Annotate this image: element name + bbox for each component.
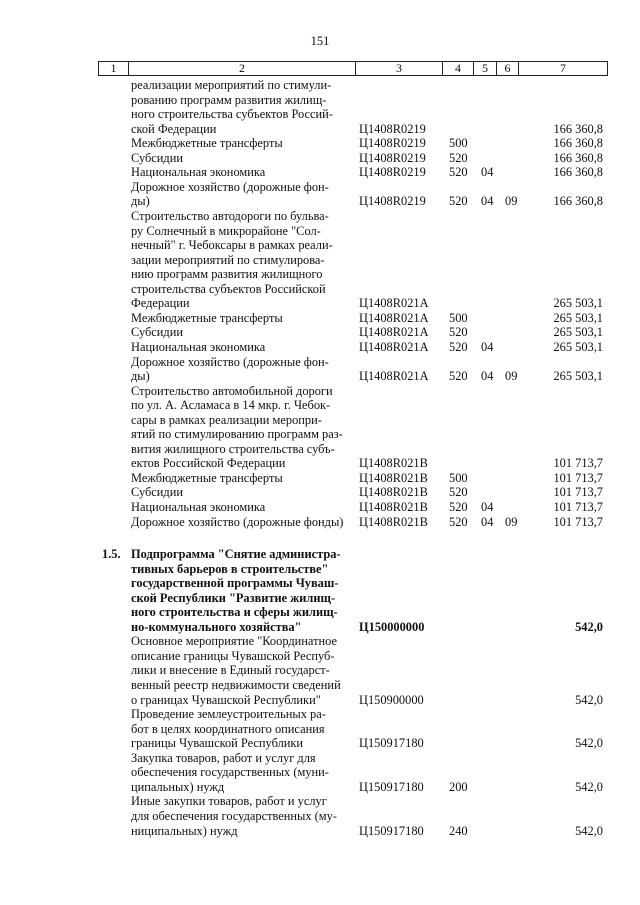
row-name: сары в рамках реализации меропри- xyxy=(131,412,322,427)
subsection-code: 09 xyxy=(505,369,518,383)
row-name: Межбюджетные трансферты xyxy=(131,136,283,151)
row-name: лики и внесение в Единый государст- xyxy=(131,663,330,678)
amount: 166 360,8 xyxy=(553,194,603,209)
section-code: 04 xyxy=(481,514,494,529)
row-name: для обеспечения государственных (му- xyxy=(131,808,337,823)
target-code: Ц1408R0219 xyxy=(359,194,426,209)
row-name: ской Республики "Развитие жилищ- xyxy=(131,590,336,605)
row-name: Основное мероприятие "Координатное xyxy=(131,634,337,649)
row-name: ды) xyxy=(131,369,150,383)
row-name: нечный" г. Чебоксары в рамках реали- xyxy=(131,238,333,253)
target-code: Ц1408R021A xyxy=(359,325,429,340)
section-code: 04 xyxy=(481,194,494,209)
target-code: Ц1408R0219 xyxy=(359,165,426,180)
expense-type-code: 500 xyxy=(449,136,468,151)
amount: 265 503,1 xyxy=(553,369,603,383)
expense-type-code: 240 xyxy=(449,823,468,838)
subsection-code: 09 xyxy=(505,514,518,529)
expense-type-code: 520 xyxy=(449,325,468,340)
row-name: Дорожное хозяйство (дорожные фонды) xyxy=(131,514,344,529)
row-name: ской Федерации xyxy=(131,121,217,136)
header-col-5: 5 xyxy=(474,62,497,75)
amount: 542,0 xyxy=(575,619,603,634)
expense-type-code: 500 xyxy=(449,310,468,325)
section-code: 04 xyxy=(481,339,494,354)
row-name: Национальная экономика xyxy=(131,500,266,514)
row-name: Закупка товаров, работ и услуг для xyxy=(131,750,316,765)
section-code: 04 xyxy=(481,500,494,514)
target-code: Ц1408R0219 xyxy=(359,121,426,136)
target-code: Ц1408R021B xyxy=(359,485,428,500)
amount: 265 503,1 xyxy=(553,310,603,325)
target-code: Ц1408R021B xyxy=(359,500,428,514)
row-name: Федерации xyxy=(131,296,190,311)
target-code: Ц1408R021A xyxy=(359,310,429,325)
section-code: 04 xyxy=(481,165,494,180)
expense-type-code: 520 xyxy=(449,150,468,165)
row-name: границы Чувашской Республики xyxy=(131,736,304,751)
amount: 265 503,1 xyxy=(553,339,603,354)
amount: 101 713,7 xyxy=(553,514,603,529)
expense-type-code: 520 xyxy=(449,194,468,209)
row-name: описание границы Чувашской Респуб- xyxy=(131,648,335,663)
row-name: венный реестр недвижимости сведений xyxy=(131,678,341,692)
expense-type-code: 520 xyxy=(449,339,468,354)
expense-type-code: 520 xyxy=(449,165,468,180)
row-name: рованию программ развития жилищ- xyxy=(131,92,327,107)
column-header-row xyxy=(98,61,608,76)
expense-type-code: 200 xyxy=(449,779,468,794)
row-name: по ул. А. Асламаса в 14 мкр. г. Чебок- xyxy=(131,398,331,413)
header-col-1: 1 xyxy=(99,62,129,75)
row-name: ного строительства и сферы жилищ- xyxy=(131,605,338,620)
target-code: Ц150000000 xyxy=(359,619,425,634)
row-name: реализации мероприятий по стимули- xyxy=(131,78,332,92)
row-name: Подпрограмма "Снятие администра- xyxy=(131,547,341,562)
row-name: нию программ развития жилищного xyxy=(131,267,323,282)
row-name: ниципальных) нужд xyxy=(131,823,238,838)
amount: 542,0 xyxy=(575,692,603,707)
row-name: ектов Российской Федерации xyxy=(131,456,286,471)
row-number: 1.5. xyxy=(102,547,121,562)
header-col-6: 6 xyxy=(497,62,519,75)
target-code: Ц150900000 xyxy=(359,692,424,707)
expense-type-code: 520 xyxy=(449,514,468,529)
target-code: Ц150917180 xyxy=(359,779,424,794)
amount: 101 713,7 xyxy=(553,485,603,500)
target-code: Ц150917180 xyxy=(359,736,424,751)
target-code: Ц150917180 xyxy=(359,823,424,838)
amount: 542,0 xyxy=(575,779,603,794)
target-code: Ц1408R021B xyxy=(359,456,428,471)
amount: 542,0 xyxy=(575,736,603,751)
header-col-4: 4 xyxy=(443,62,474,75)
amount: 166 360,8 xyxy=(553,121,603,136)
row-name: Строительство автомобильной дороги xyxy=(131,383,333,398)
row-name: строительства субъектов Российской xyxy=(131,281,326,296)
subsection-code: 09 xyxy=(505,194,518,209)
amount: 101 713,7 xyxy=(553,470,603,485)
row-name: Национальная экономика xyxy=(131,339,266,354)
row-name: Строительство автодороги по бульва- xyxy=(131,209,329,223)
target-code: Ц1408R021A xyxy=(359,339,429,354)
expense-type-code: 500 xyxy=(449,470,468,485)
amount: 542,0 xyxy=(575,823,603,838)
row-name: Субсидии xyxy=(131,325,183,340)
row-name: Дорожное хозяйство (дорожные фон- xyxy=(131,179,329,194)
amount: 166 360,8 xyxy=(553,165,603,180)
row-name: о границах Чувашской Республики" xyxy=(131,692,321,707)
row-name: Дорожное хозяйство (дорожные фон- xyxy=(131,354,329,369)
row-name: обеспечения государственных (муни- xyxy=(131,765,329,780)
amount: 166 360,8 xyxy=(553,136,603,151)
section-code: 04 xyxy=(481,369,494,383)
row-name: Межбюджетные трансферты xyxy=(131,470,283,485)
amount: 101 713,7 xyxy=(553,500,603,514)
expense-type-code: 520 xyxy=(449,485,468,500)
row-name: ды) xyxy=(131,194,150,209)
row-name: ру Солнечный в микрорайоне "Сол- xyxy=(131,223,321,238)
target-code: Ц1408R021A xyxy=(359,369,429,383)
amount: 265 503,1 xyxy=(553,325,603,340)
row-name: но-коммунального хозяйства" xyxy=(131,619,302,634)
target-code: Ц1408R021A xyxy=(359,296,429,311)
row-name: ятий по стимулированию программ раз- xyxy=(131,427,343,442)
target-code: Ц1408R0219 xyxy=(359,136,426,151)
header-col-2: 2 xyxy=(129,62,356,75)
page-number: 151 xyxy=(310,34,330,48)
row-name: государственной программы Чуваш- xyxy=(131,576,339,591)
target-code: Ц1408R0219 xyxy=(359,150,426,165)
row-name: ципальных) нужд xyxy=(131,779,225,794)
expense-type-code: 520 xyxy=(449,500,468,514)
amount: 101 713,7 xyxy=(553,456,603,471)
row-name: Субсидии xyxy=(131,485,183,500)
row-name: зации мероприятий по стимулирова- xyxy=(131,252,325,267)
row-name: вития жилищного строительства субъ- xyxy=(131,441,335,456)
row-name: Межбюджетные трансферты xyxy=(131,310,283,325)
row-name: бот в целях координатного описания xyxy=(131,721,325,736)
row-name: тивных барьеров в строительстве" xyxy=(131,561,329,576)
amount: 166 360,8 xyxy=(553,150,603,165)
row-name: Иные закупки товаров, работ и услуг xyxy=(131,794,327,809)
header-col-7: 7 xyxy=(560,61,566,75)
row-name: ного строительства субъектов Россий- xyxy=(131,107,333,122)
row-name: Проведение землеустроительных ра- xyxy=(131,707,326,722)
target-code: Ц1408R021B xyxy=(359,470,428,485)
header-col-3: 3 xyxy=(356,62,443,75)
row-name: Национальная экономика xyxy=(131,165,266,180)
amount: 265 503,1 xyxy=(553,296,603,311)
target-code: Ц1408R021B xyxy=(359,514,428,529)
row-name: Субсидии xyxy=(131,150,183,165)
expense-type-code: 520 xyxy=(449,369,468,383)
